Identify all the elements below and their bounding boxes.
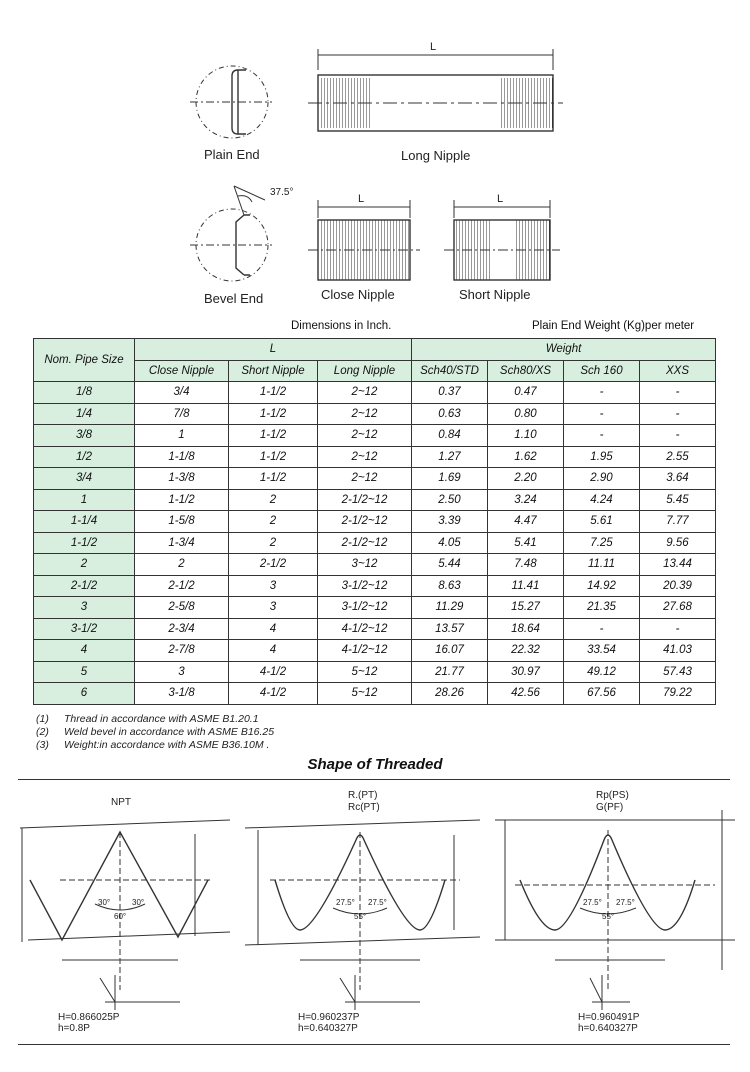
table-cell: 27.68 [640, 597, 716, 619]
table-cell: 1.10 [488, 425, 564, 447]
table-cell: - [640, 403, 716, 425]
table-cell: 1-1/2 [229, 468, 318, 490]
pipe-size-cell: 5 [34, 661, 135, 683]
header-xxs: XXS [640, 360, 716, 382]
table-cell: 2.90 [564, 468, 640, 490]
table-cell: 2 [229, 532, 318, 554]
long-nipple-drawing [308, 49, 563, 131]
table-cell: 1.69 [412, 468, 488, 490]
table-cell: 5.61 [564, 511, 640, 533]
table-row [34, 511, 716, 533]
table-cell: - [640, 425, 716, 447]
thread-section-title: Shape of Threaded [307, 756, 443, 773]
close-nipple-label: Close Nipple [321, 287, 395, 302]
table-cell: 2-3/4 [135, 618, 229, 640]
table-cell: 2~12 [318, 403, 412, 425]
table-row [34, 683, 716, 705]
table-row [34, 489, 716, 511]
table-cell: 1.27 [412, 446, 488, 468]
rp-label-1: Rp(PS) [596, 790, 629, 801]
table-cell: 0.37 [412, 382, 488, 404]
rp-angle-b: 27.5° [616, 898, 635, 907]
table-row [34, 382, 716, 404]
table-row [34, 468, 716, 490]
table-cell: 67.56 [564, 683, 640, 705]
rp-label-2: G(PF) [596, 802, 624, 813]
table-row [34, 597, 716, 619]
table-cell: 21.35 [564, 597, 640, 619]
table-cell: 5.45 [640, 489, 716, 511]
table-cell: 1-3/4 [135, 532, 229, 554]
table-cell: 2.50 [412, 489, 488, 511]
bevel-end-label: Bevel End [204, 291, 264, 306]
table-cell: 2.20 [488, 468, 564, 490]
table-cell: 2 [135, 554, 229, 576]
nipple-spec-table [33, 338, 716, 705]
rp-angle-c: 55° [602, 912, 615, 921]
table-cell: 0.63 [412, 403, 488, 425]
r-label-2: Rc(PT) [348, 802, 380, 813]
table-cell: 4.24 [564, 489, 640, 511]
table-cell: 8.63 [412, 575, 488, 597]
bevel-end-drawing [190, 186, 272, 281]
npt-H-formula: H=0.866025P [58, 1012, 120, 1023]
rp-H-formula: H=0.960491P [578, 1012, 640, 1023]
header-long-nipple: Long Nipple [318, 360, 412, 382]
table-cell: 41.03 [640, 640, 716, 662]
short-nipple-length-symbol: L [497, 193, 504, 205]
pipe-size-cell: 1-1/4 [34, 511, 135, 533]
pipe-size-cell: 1/8 [34, 382, 135, 404]
plain-end-label: Plain End [204, 147, 260, 162]
pipe-size-cell: 2-1/2 [34, 575, 135, 597]
table-cell: 2~12 [318, 382, 412, 404]
pipe-size-cell: 3/4 [34, 468, 135, 490]
long-nipple-label: Long Nipple [401, 148, 471, 163]
table-row [34, 640, 716, 662]
pipe-size-cell: 2 [34, 554, 135, 576]
pipe-size-cell: 1 [34, 489, 135, 511]
table-cell: 18.64 [488, 618, 564, 640]
table-cell: 2-1/2 [229, 554, 318, 576]
short-nipple-drawing [444, 200, 560, 280]
table-cell: 0.80 [488, 403, 564, 425]
table-cell: 3 [135, 661, 229, 683]
table-cell: 42.56 [488, 683, 564, 705]
table-cell: 1.95 [564, 446, 640, 468]
table-cell: - [564, 618, 640, 640]
header-close-nipple: Close Nipple [135, 360, 229, 382]
table-cell: 30.97 [488, 661, 564, 683]
rp-angle-inset [590, 975, 630, 1010]
r-angle-b: 27.5° [368, 898, 387, 907]
pipe-size-cell: 3/8 [34, 425, 135, 447]
table-cell: 1-1/2 [229, 382, 318, 404]
table-cell: 1-1/2 [229, 403, 318, 425]
r-label-1: R.(PT) [348, 790, 378, 801]
table-cell: 11.11 [564, 554, 640, 576]
table-cell: 2-1/2~12 [318, 489, 412, 511]
table-cell: 2~12 [318, 446, 412, 468]
table-cell: 1.62 [488, 446, 564, 468]
npt-angle-a: 30° [98, 898, 111, 907]
rp-angle-a: 27.5° [583, 898, 602, 907]
table-cell: 7.48 [488, 554, 564, 576]
table-cell: 15.27 [488, 597, 564, 619]
table-cell: 4-1/2 [229, 661, 318, 683]
dimensions-caption: Dimensions in Inch. [291, 320, 392, 332]
table-cell: 28.26 [412, 683, 488, 705]
table-cell: 1-1/2 [135, 489, 229, 511]
npt-profile-drawing [20, 820, 230, 990]
table-cell: 2-1/2~12 [318, 511, 412, 533]
table-cell: 33.54 [564, 640, 640, 662]
pipe-end-diagrams [0, 0, 750, 320]
pipe-size-cell: 3-1/2 [34, 618, 135, 640]
section-divider-bottom [18, 1044, 730, 1045]
table-cell: 5~12 [318, 661, 412, 683]
table-cell: 16.07 [412, 640, 488, 662]
table-row [34, 425, 716, 447]
table-cell: 3-1/8 [135, 683, 229, 705]
table-row [34, 618, 716, 640]
table-cell: 9.56 [640, 532, 716, 554]
table-cell: 4.47 [488, 511, 564, 533]
table-cell: 1-3/8 [135, 468, 229, 490]
table-cell: 1-1/2 [229, 446, 318, 468]
table-cell: 5.44 [412, 554, 488, 576]
table-cell: - [564, 382, 640, 404]
close-nipple-length-symbol: L [358, 193, 365, 205]
table-cell: 2-1/2 [135, 575, 229, 597]
table-cell: 57.43 [640, 661, 716, 683]
table-cell: 11.29 [412, 597, 488, 619]
table-cell: 2 [229, 511, 318, 533]
table-cell: 21.77 [412, 661, 488, 683]
pipe-size-cell: 1/2 [34, 446, 135, 468]
table-cell: 3.39 [412, 511, 488, 533]
npt-h-formula: h=0.8P [58, 1023, 90, 1034]
short-nipple-label: Short Nipple [459, 287, 531, 302]
table-row [34, 446, 716, 468]
r-H-formula: H=0.960237P [298, 1012, 360, 1023]
table-cell: 1-1/2 [229, 425, 318, 447]
table-cell: 20.39 [640, 575, 716, 597]
footnotes [36, 713, 274, 752]
table-cell: 4 [229, 618, 318, 640]
thread-profiles [0, 780, 750, 1042]
table-cell: 7.25 [564, 532, 640, 554]
npt-angle-c: 60° [114, 912, 127, 921]
table-cell: 4-1/2~12 [318, 618, 412, 640]
table-cell: 4-1/2~12 [318, 640, 412, 662]
table-cell: 3/4 [135, 382, 229, 404]
r-angle-c: 55° [354, 912, 367, 921]
pipe-size-cell: 1-1/2 [34, 532, 135, 554]
table-cell: 13.44 [640, 554, 716, 576]
table-row [34, 403, 716, 425]
header-short-nipple: Short Nipple [229, 360, 318, 382]
header-weight: Weight [412, 339, 716, 361]
npt-angle-inset [100, 975, 180, 1010]
npt-angle-b: 30° [132, 898, 145, 907]
r-angle-inset [340, 975, 420, 1010]
table-cell: 3-1/2~12 [318, 575, 412, 597]
header-sch40: Sch40/STD [412, 360, 488, 382]
plain-end-drawing [190, 66, 272, 138]
table-cell: 49.12 [564, 661, 640, 683]
pipe-size-cell: 6 [34, 683, 135, 705]
table-cell: 1 [135, 425, 229, 447]
long-nipple-length-symbol: L [430, 41, 437, 53]
table-cell: 3-1/2~12 [318, 597, 412, 619]
table-row [34, 554, 716, 576]
table-cell: 5~12 [318, 683, 412, 705]
table-cell: 14.92 [564, 575, 640, 597]
table-cell: 2-1/2~12 [318, 532, 412, 554]
footnote: (3) Weight:in accordance with ASME B36.10M . [36, 739, 270, 751]
table-cell: 3.24 [488, 489, 564, 511]
table-cell: 3.64 [640, 468, 716, 490]
weight-caption: Plain End Weight (Kg)per meter [532, 320, 695, 332]
footnote: (2) Weld bevel in accordance with ASME B16.25 [36, 726, 275, 738]
table-cell: 7/8 [135, 403, 229, 425]
npt-label: NPT [111, 797, 131, 808]
table-cell: 3 [229, 597, 318, 619]
table-cell: 2~12 [318, 468, 412, 490]
header-length: L [135, 339, 412, 361]
close-nipple-drawing [308, 200, 420, 280]
table-row [34, 661, 716, 683]
r-profile-drawing [245, 820, 480, 990]
table-cell: - [564, 403, 640, 425]
bevel-angle-label: 37.5° [270, 187, 294, 198]
table-cell: 3~12 [318, 554, 412, 576]
rp-h-formula: h=0.640327P [578, 1023, 638, 1034]
table-cell: 5.41 [488, 532, 564, 554]
table-cell: 1-1/8 [135, 446, 229, 468]
table-cell: - [640, 618, 716, 640]
table-cell: 2-7/8 [135, 640, 229, 662]
table-cell: 7.77 [640, 511, 716, 533]
table-cell: 22.32 [488, 640, 564, 662]
table-cell: 11.41 [488, 575, 564, 597]
pipe-size-cell: 3 [34, 597, 135, 619]
table-cell: - [564, 425, 640, 447]
table-cell: - [640, 382, 716, 404]
table-cell: 4 [229, 640, 318, 662]
table-cell: 2 [229, 489, 318, 511]
table-row [34, 575, 716, 597]
table-cell: 2-5/8 [135, 597, 229, 619]
table-cell: 4.05 [412, 532, 488, 554]
r-angle-a: 27.5° [336, 898, 355, 907]
table-cell: 79.22 [640, 683, 716, 705]
table-cell: 13.57 [412, 618, 488, 640]
table-cell: 2.55 [640, 446, 716, 468]
table-row [34, 532, 716, 554]
rp-profile-drawing [495, 810, 735, 990]
pipe-size-cell: 1/4 [34, 403, 135, 425]
header-sch160: Sch 160 [564, 360, 640, 382]
header-sch80: Sch80/XS [488, 360, 564, 382]
table-cell: 4-1/2 [229, 683, 318, 705]
footnote: (1) Thread in accordance with ASME B1.20.1 [36, 713, 259, 725]
header-nom-pipe-size: Nom. Pipe Size [34, 339, 135, 382]
table-cell: 0.47 [488, 382, 564, 404]
table-cell: 3 [229, 575, 318, 597]
table-cell: 0.84 [412, 425, 488, 447]
r-h-formula: h=0.640327P [298, 1023, 358, 1034]
table-cell: 1-5/8 [135, 511, 229, 533]
table-cell: 2~12 [318, 425, 412, 447]
pipe-size-cell: 4 [34, 640, 135, 662]
